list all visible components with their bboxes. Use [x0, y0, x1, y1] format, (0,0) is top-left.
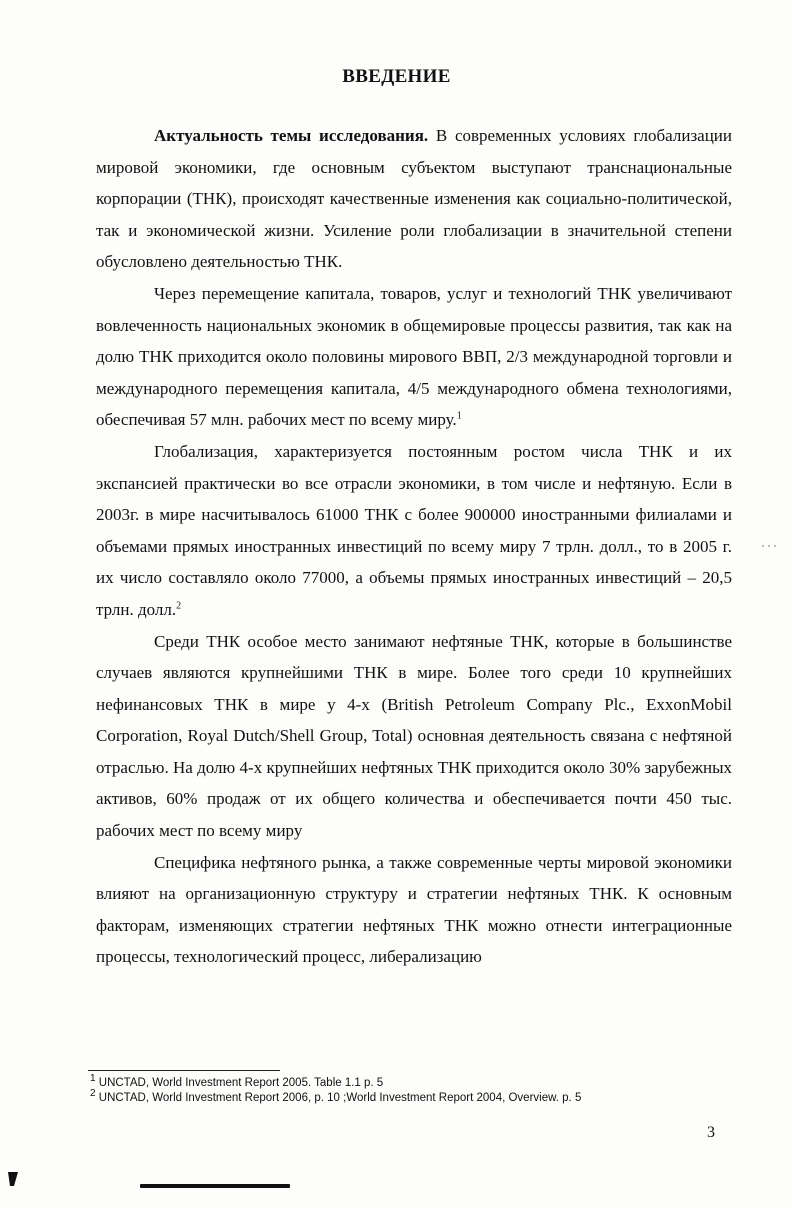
- paragraph-text: В современных условиях глобализации мировой экономики, где основным субъектом выступают транснациональные корпорации (ТНК), происходят качественные изменения как социально-политической, так и экономической жизни. Усиление роли глобализации в значительной степени обусловлено деятельностью ТНК.: [96, 126, 732, 272]
- footnote-text: UNCTAD, World Investment Report 2005. Table 1.1 p. 5: [98, 1077, 384, 1089]
- footnote-separator: [88, 1070, 280, 1071]
- footnote-text: UNCTAD, World Investment Report 2006, p. 10 ;World Investment Report 2004, Overview. p. 5: [98, 1092, 582, 1104]
- page-title: ВВЕДЕНИЕ: [342, 66, 451, 87]
- paragraph-3: [96, 436, 732, 626]
- footnote-reference: 1: [456, 410, 462, 422]
- scan-artifact: [762, 545, 780, 547]
- paragraph-2: [96, 278, 732, 436]
- page-number: 3: [707, 1124, 715, 1141]
- paragraph-lead: Актуальность темы исследования.: [154, 126, 429, 145]
- footnote-reference: 2: [176, 600, 182, 612]
- paragraph-1: [96, 120, 732, 278]
- footnote-2: [90, 1088, 730, 1106]
- footnotes: [90, 1073, 730, 1106]
- paragraph-4: [96, 626, 732, 847]
- body-text: [96, 120, 732, 973]
- scan-bar-mark: [140, 1184, 290, 1188]
- footnote-1: [90, 1073, 730, 1091]
- footnote-mark: 1: [90, 1073, 96, 1085]
- footnote-mark: 2: [90, 1088, 96, 1100]
- scan-corner-mark: [8, 1172, 18, 1186]
- paragraph-text: Специфика нефтяного рынка, а также современные черты мировой экономики влияют на организационную структуру и стратегии нефтяных ТНК. К основным факторам, изменяющих стратегии нефтяных ТНК можно отнести интеграционные процессы, технологический процесс, либерализацию: [96, 852, 732, 967]
- paragraph-text: Глобализация, характеризуется постоянным ростом числа ТНК и их экспансией практически во все отрасли экономики, в том числе и нефтяную. Если в 2003г. в мире насчитывалось 61000 ТНК с более 900000 иностранными филиалами и объемами прямых иностранных инвестиций по всему миру 7 трлн. долл., то в 2005 г. их число составляло около 77000, а объемы прямых иностранных инвестиций – 20,5 трлн. долл.: [96, 441, 732, 619]
- paragraph-text: Через перемещение капитала, товаров, услуг и технологий ТНК увеличивают вовлеченность национальных экономик в общемировые процессы развития, так как на долю ТНК приходится около половины мирового ВВП, 2/3 международной торговли и международного перемещения капитала, 4/5 международного обмена технологиями, обеспечивая 57 млн. рабочих мест по всему миру.: [96, 283, 732, 430]
- paragraph-text: Среди ТНК особое место занимают нефтяные ТНК, которые в большинстве случаев являются крупнейшими ТНК в мире. Более того среди 10 крупнейших нефинансовых ТНК в мире у 4-х (British Petroleum Company Plc., ExxonMobil Corporation, Royal Dutch/Shell Group, Total) основная деятельность связана с нефтяной отраслью. На долю 4-х крупнейших нефтяных ТНК приходится около 30% зарубежных активов, 60% продаж от их общего количества и обеспечивается почти 450 тыс. рабочих мест по всему миру: [96, 631, 732, 841]
- paragraph-5: [96, 847, 732, 973]
